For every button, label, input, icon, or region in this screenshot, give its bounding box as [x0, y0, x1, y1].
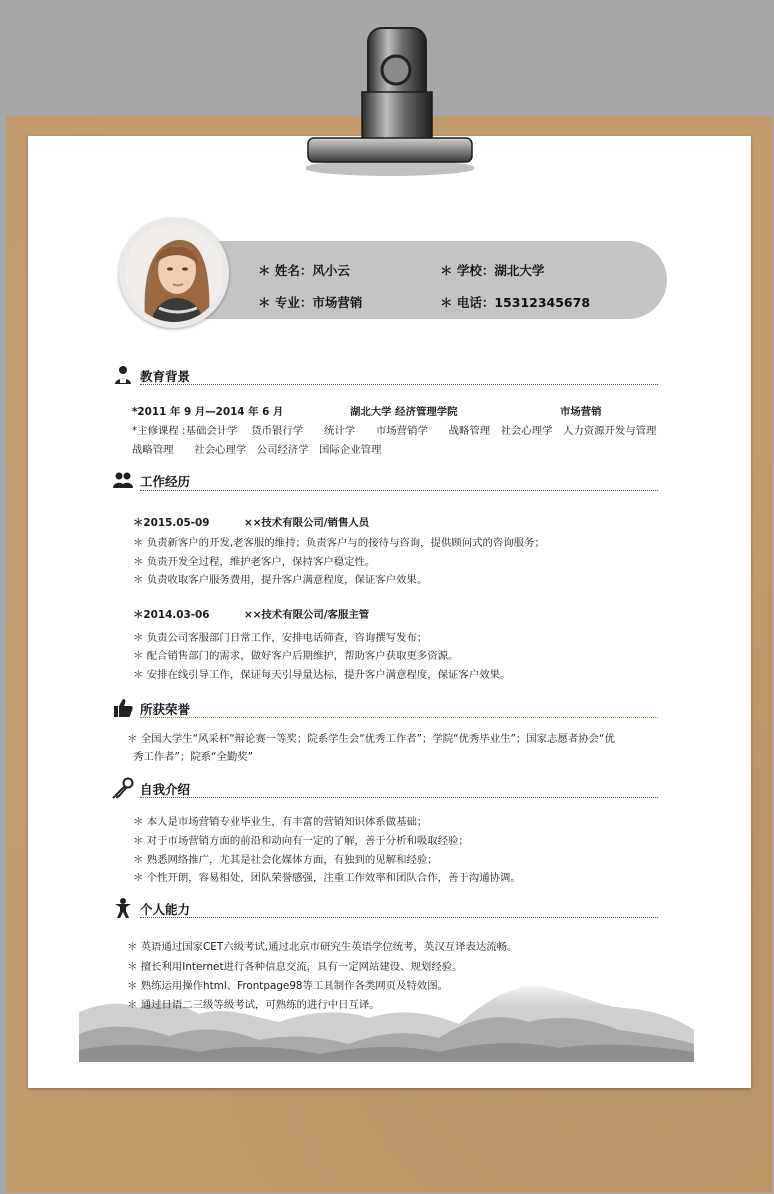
- section-divider: [140, 490, 658, 491]
- profile-banner: [180, 241, 667, 319]
- avatar: [119, 218, 229, 328]
- work-title: 工作经历: [140, 474, 191, 489]
- education-period: *2011 年 9 月—2014 年 6 月: [132, 406, 284, 418]
- education-courses-cont: 战略管理 社会心理学 公司经济学 国际企业管理: [132, 444, 382, 456]
- microphone-icon: [112, 777, 134, 799]
- job-duty: ＊ 负责公司客服部门日常工作，安排电话筛查，咨询撰写发布；: [133, 632, 428, 644]
- section-divider: [140, 797, 658, 798]
- major-field: ＊ 专业：市场营销: [258, 295, 363, 310]
- job-duty: ＊ 负责开发全过程，维护老客户，保持客户稳定性。: [133, 556, 376, 568]
- education-courses: *主修课程 :基础会计学 货币银行学 统计学 市场营销学 战略管理 社会心理学 人力资源开发与管理: [132, 425, 657, 437]
- job-duty: ＊ 负责收取客户服务费用，提升客户满意程度，保证客户效果。: [133, 574, 428, 586]
- intro-item: ＊ 个性开朗，容易相处，团队荣誉感强，注重工作效率和团队合作，善于沟通协调。: [133, 872, 521, 884]
- section-divider: [140, 917, 658, 918]
- person-icon: [112, 897, 134, 919]
- school-field: ＊ 学校：湖北大学: [440, 263, 545, 278]
- intro-item: ＊ 对于市场营销方面的前沿和动向有一定的了解，善于分析和吸取经验；: [133, 835, 469, 847]
- skill-item: ＊ 通过日语二三级等级考试，可熟练的进行中日互译。: [127, 999, 380, 1011]
- job-date: ＊2015.05-09: [133, 517, 210, 529]
- job-duty: ＊ 负责新客户的开发,老客服的维持；负责客户与的接待与咨询，提供顾问式的咨询服务；: [133, 537, 545, 549]
- portrait-photo: [125, 224, 223, 322]
- people-icon: [112, 469, 134, 491]
- intro-title: 自我介绍: [140, 782, 191, 797]
- graduate-icon: [112, 364, 134, 386]
- job-duty: ＊ 配合销售部门的需求，做好客户后期维护，帮助客户获取更多资源。: [133, 650, 459, 662]
- name-field: ＊ 姓名：风小云: [258, 263, 350, 278]
- intro-item: ＊ 熟悉网络推广，尤其是社会化媒体方面，有独到的见解和经验；: [133, 854, 438, 866]
- education-title: 教育背景: [140, 369, 191, 384]
- job-date: ＊2014.03-06: [133, 609, 210, 621]
- job-company: ××技术有限公司/客服主管: [244, 609, 370, 621]
- section-divider: [140, 717, 658, 718]
- honors-text-cont: 秀工作者”；院系“全勤奖”: [133, 751, 254, 763]
- skills-title: 个人能力: [140, 902, 191, 917]
- skill-item: ＊ 熟练运用操作html、Frontpage98等工具制作各类网页及特效图。: [127, 980, 449, 992]
- job-company: ××技术有限公司/销售人员: [244, 517, 370, 529]
- honors-title: 所获荣誉: [140, 702, 191, 717]
- thumbs-up-icon: [112, 697, 134, 719]
- education-school: 湖北大学 经济管理学院: [350, 406, 458, 418]
- section-divider: [140, 384, 658, 385]
- skill-item: ＊ 擅长利用Internet进行各种信息交流，具有一定网站建设、规划经验。: [127, 961, 463, 973]
- education-major: 市场营销: [560, 406, 602, 418]
- phone-field: ＊ 电话：15312345678: [440, 295, 591, 310]
- job-duty: ＊ 安排在线引导工作，保证每天引导量达标，提升客户满意程度，保证客户效果。: [133, 669, 511, 681]
- intro-item: ＊ 本人是市场营销专业毕业生，有丰富的营销知识体系做基础；: [133, 816, 428, 828]
- honors-text: ＊ 全国大学生“风采杯”辩论赛一等奖；院系学生会“优秀工作者”；学院“优秀毕业生”；国家志愿者协会“优: [127, 733, 615, 745]
- skill-item: ＊ 英语通过国家CET六级考试,通过北京市研究生英语学位统考，英汉互译表达流畅。: [127, 941, 518, 953]
- binder-clip-icon: [306, 26, 474, 176]
